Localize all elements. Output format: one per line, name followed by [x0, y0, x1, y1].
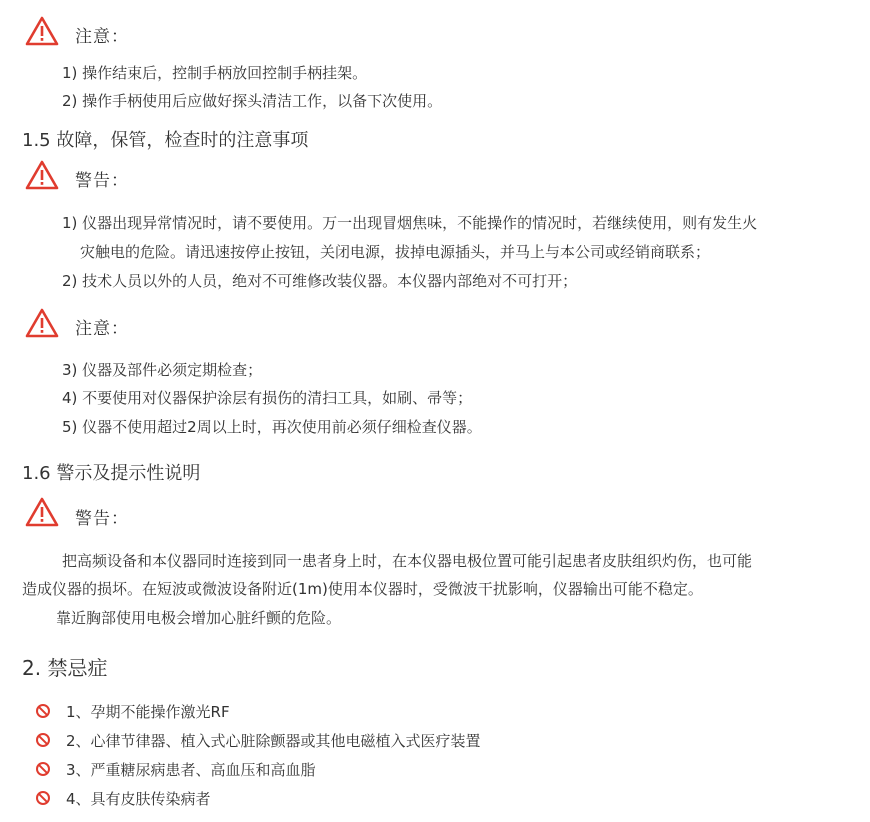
- caution-item: 3) 仪器及部件必须定期检查；: [62, 361, 263, 379]
- warning-item-continuation: 灾触电的危险。请迅速按停止按钮，关闭电源，拔掉电源插头，并马上与本公司或经销商联系；: [80, 243, 711, 261]
- prohibited-icon: [35, 703, 51, 719]
- caution-item: 5) 仪器不使用超过2周以上时，再次使用前必须仔细检查仪器。: [62, 418, 482, 436]
- prohibited-icon: [35, 761, 51, 777]
- warning-label: 警告：: [75, 171, 129, 191]
- warning-label: 警告：: [75, 509, 129, 529]
- caution-label: 注意：: [75, 319, 129, 339]
- warning-paragraph: 把高频设备和本仪器同时连接到同一患者身上时，在本仪器电极位置可能引起患者皮肤组织灼伤，也可能: [62, 552, 753, 570]
- warning-paragraph: 靠近胸部使用电极会增加心脏纤颤的危险。: [56, 609, 342, 627]
- list-item: 1、孕期不能操作激光RF: [66, 703, 230, 721]
- warning-triangle-icon: [25, 16, 59, 46]
- warning-paragraph-continuation: 造成仪器的损坏。在短波或微波设备附近(1m)使用本仪器时，受微波干扰影响，仪器输出可能不稳定。: [22, 580, 703, 598]
- section-title-1-5: 1.5 故障，保管，检查时的注意事项: [22, 130, 309, 151]
- prohibited-icon: [35, 790, 51, 806]
- caution-label: 注意：: [75, 27, 129, 47]
- prohibited-icon: [35, 732, 51, 748]
- warning-item: 2) 技术人员以外的人员，绝对不可维修改装仪器。本仪器内部绝对不可打开；: [62, 272, 578, 290]
- warning-triangle-icon: [25, 160, 59, 190]
- caution-item: 4) 不要使用对仪器保护涂层有损伤的清扫工具，如刷、帚等；: [62, 389, 473, 407]
- warning-triangle-icon: [25, 497, 59, 527]
- list-item: 4、具有皮肤传染病者: [66, 790, 211, 808]
- caution-item: 1) 操作结束后，控制手柄放回控制手柄挂架。: [62, 64, 368, 82]
- section-title-1-6: 1.6 警示及提示性说明: [22, 463, 201, 484]
- section-title-2: 2. 禁忌症: [22, 656, 108, 680]
- warning-item: 1) 仪器出现异常情况时，请不要使用。万一出现冒烟焦味，不能操作的情况时，若继续使用，则有发生火: [62, 214, 758, 232]
- caution-item: 2) 操作手柄使用后应做好探头清洁工作，以备下次使用。: [62, 92, 443, 110]
- list-item: 2、心律节律器、植入式心脏除颤器或其他电磁植入式医疗装置: [66, 732, 481, 750]
- list-item: 3、严重糖尿病患者、高血压和高血脂: [66, 761, 316, 779]
- warning-triangle-icon: [25, 308, 59, 338]
